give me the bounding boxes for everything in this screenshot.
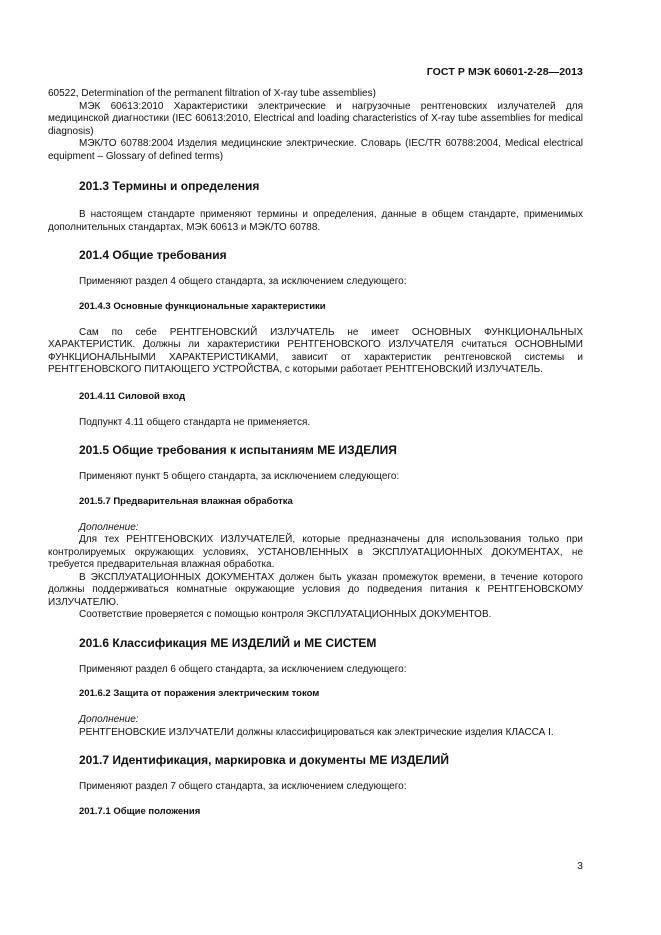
subsection-201-4-11-text: Подпункт 4.11 общего стандарта не применяется. xyxy=(79,416,311,428)
section-201-3-title: 201.3 Термины и определения xyxy=(79,179,260,193)
subsection-201-5-7-p3: Соответствие проверяется с помощью контроля ЭКСПЛУАТАЦИОННЫХ ДОКУМЕНТОВ. xyxy=(79,609,492,620)
addition-label: Дополнение: xyxy=(79,521,139,533)
section-201-5-title: 201.5 Общие требования к испытаниям МЕ ИЗДЕЛИЯ xyxy=(79,443,397,457)
subsection-201-4-11-title: 201.4.11 Силовой вход xyxy=(79,390,186,402)
document-body xyxy=(48,88,583,818)
addition-label: Дополнение: xyxy=(79,714,139,725)
document-page xyxy=(48,0,583,935)
subsection-201-4-3-text: Сам по себе РЕНТГЕНОВСКИЙ ИЗЛУЧАТЕЛЬ не имеет ОСНОВНЫХ ФУНКЦИОНАЛЬНЫХ ХАРАКТЕРИСТИК. Должны ли характеристики РЕНТГЕНОВСКОГО ИЗЛУЧАТЕЛЯ считаться ОСНОВНЫМИ ФУНКЦИОНАЛЬНЫМИ ХАРАКТЕРИСТИКАМИ, зависит от характеристик рентгеновской системы и РЕНТГЕНОВСКОГО ПИТАЮЩЕГО УСТРОЙСТВА, с которыми работает РЕНТГЕНОВСКИЙ ИЗЛУЧАТЕЛЬ. xyxy=(48,326,583,375)
ref-iec-60788: МЭК/ТО 60788:2004 Изделия медицинские электрические. Словарь (IEC/TR 60788:2004, Medical electrical equipment – Glossary of defined terms) xyxy=(48,138,583,162)
subsection-201-6-2-title: 201.6.2 Защита от поражения электрическим током xyxy=(79,688,320,699)
standard-header: ГОСТ Р МЭК 60601-2-28—2013 xyxy=(426,66,583,78)
subsection-201-4-3-title: 201.4.3 Основные функциональные характеристики xyxy=(79,300,326,312)
section-201-3-text: В настоящем стандарте применяют термины и определения, данные в общем стандарте, применимых дополнительных стандартах, МЭК 60613 и МЭК/ТО 60788. xyxy=(48,209,583,233)
subsection-201-5-7-p1: Для тех РЕНТГЕНОВСКИХ ИЗЛУЧАТЕЛЕЙ, которые предназначены для использования только при контролируемых окружающих условиях, УСТАНОВЛЕННЫХ в ЭКСПЛУАТАЦИОННЫХ ДОКУМЕНТАХ, не требуется предварительная влажная обработка. xyxy=(48,534,583,570)
section-201-4-title: 201.4 Общие требования xyxy=(79,248,227,262)
section-201-6-title: 201.6 Классификация МЕ ИЗДЕЛИЙ и МЕ СИСТЕМ xyxy=(79,635,377,650)
subsection-201-5-7-title: 201.5.7 Предварительная влажная обработка xyxy=(79,495,293,507)
section-201-6-text: Применяют раздел 6 общего стандарта, за исключением следующего: xyxy=(79,663,407,675)
subsection-201-7-1-title: 201.7.1 Общие положения xyxy=(79,805,201,817)
subsection-201-5-7-p2: В ЭКСПЛУАТАЦИОННЫХ ДОКУМЕНТАХ должен быть указан промежуток времени, в течение которого должны поддерживаться комнатные окружающие условия до подведения питания к РЕНТГЕНОВСКОМУ ИЗЛУЧАТЕЛЮ. xyxy=(48,571,583,608)
section-201-7-title: 201.7 Идентификация, маркировка и документы МЕ ИЗДЕЛИЙ xyxy=(79,753,450,767)
ref-continuation: 60522, Determination of the permanent filtration of X-ray tube assemblies) xyxy=(48,88,376,99)
section-201-7-text: Применяют раздел 7 общего стандарта, за исключением следующего: xyxy=(79,781,407,792)
section-201-4-text: Применяют раздел 4 общего стандарта, за исключением следующего: xyxy=(79,276,407,287)
ref-iec-60613: МЭК 60613:2010 Характеристики электрические и нагрузочные рентгеновских излучателей для медицинской диагностики (IEC 60613:2010, Electrical and loading characteristics of X-ray tube assemblies for medical diagnosis) xyxy=(48,100,583,137)
page-number: 3 xyxy=(577,860,583,872)
subsection-201-6-2-p1: РЕНТГЕНОВСКИЕ ИЗЛУЧАТЕЛИ должны классифицироваться как электрические изделия КЛАССА I. xyxy=(79,726,554,738)
section-201-5-text: Применяют пункт 5 общего стандарта, за исключением следующего: xyxy=(79,471,400,482)
